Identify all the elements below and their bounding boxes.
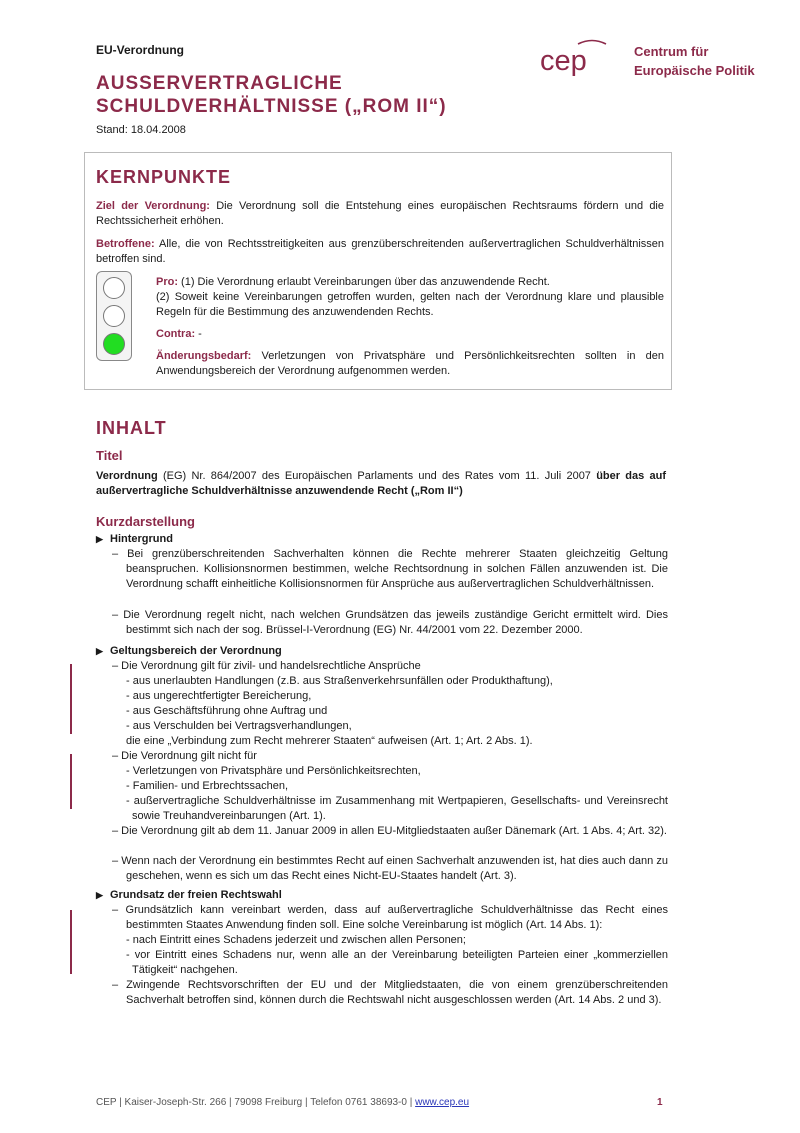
kernpunkte-title: KERNPUNKTE bbox=[96, 167, 232, 187]
traffic-light-icon bbox=[96, 271, 132, 361]
triangle-bullet-icon: ▶ bbox=[96, 534, 103, 544]
contra-label: Contra: bbox=[156, 328, 196, 340]
geltung-item-2: – Die Verordnung gilt nicht für bbox=[112, 750, 257, 762]
triangle-bullet-icon: ▶ bbox=[96, 890, 103, 900]
margin-change-bar bbox=[70, 664, 72, 734]
triangle-bullet-icon: ▶ bbox=[96, 646, 103, 656]
geltung-follow: die eine „Verbindung zum Recht mehrerer Staaten“ aufweisen (Art. 1; Art. 2 Abs. 1). bbox=[126, 735, 533, 747]
geltung-heading-text: Geltungsbereich der Verordnung bbox=[110, 645, 282, 657]
rechtswahl-heading bbox=[96, 889, 282, 901]
traffic-light-middle-lamp bbox=[103, 305, 125, 327]
footer bbox=[96, 1097, 469, 1108]
geltung-item-4: – Wenn nach der Verordnung ein bestimmtes Recht auf einen Sachverhalt anzuwenden ist, hat dies auch dann zu geschehen, wenn es sich um das Recht eines Nicht-EU-Staates handelt (Art. 3). bbox=[112, 855, 668, 882]
rechtswahl-item-1: – Grundsätzlich kann vereinbart werden, dass auf außervertragliche Schuldverhältnisse das Recht eines bestimmten Staates Anwendung finden soll. Eine solche Vereinbarung ist möglich (Art. 14 Abs. 1): bbox=[112, 904, 668, 931]
page-title bbox=[96, 72, 447, 118]
hintergrund-item-1: – Bei grenzüberschreitenden Sachverhalten können die Rechte mehrerer Staaten gleichzeitig Geltung beanspruchen. Kollisionsnormen bestimmen, welche Rechtsordnung in solchen Fällen anzuwenden ist. Die Verordnung schafft einheitliche Kollisionsnormen für Ansprüche aus außervertraglichen Schuldverhältnissen. bbox=[112, 548, 668, 590]
kurzdarstellung-heading: Kurzdarstellung bbox=[96, 514, 195, 529]
document-date: Stand: 18.04.2008 bbox=[96, 124, 186, 136]
titel-paragraph bbox=[96, 469, 666, 499]
hintergrund-item-2: – Die Verordnung regelt nicht, nach welchen Grundsätzen das jeweils zuständige Gericht ermittelt wird. Dies bestimmt sich nach der sog. Brüssel-I-Verordnung (EG) Nr. 44/2001 vom 22. Dezember 2000. bbox=[112, 609, 668, 636]
pro-text-2: (2) Soweit keine Vereinbarungen getroffen wurden, gelten nach der Verordnung klare und plausible Regeln für die Bestimmung des anzuwendenden Rechts. bbox=[156, 291, 664, 318]
geltung-exclusion-1: - Verletzungen von Privatsphäre und Persönlichkeitsrechten, bbox=[126, 765, 421, 777]
contra-text: - bbox=[195, 328, 202, 340]
geltung-item-3: – Die Verordnung gilt ab dem 11. Januar 2009 in allen EU-Mitgliedstaaten außer Dänemark (Art. 1 Abs. 4; Art. 32). bbox=[112, 825, 667, 837]
geltung-sub-4: - aus Verschulden bei Vertragsverhandlungen, bbox=[126, 720, 352, 732]
geltung-exclusion-3: - außervertragliche Schuldverhältnisse im Zusammenhang mit Wertpapieren, Gesellschafts- und Vereinsrecht sowie Treuhandvereinbarungen (Art. 1). bbox=[126, 795, 668, 822]
traffic-light-bottom-lamp bbox=[103, 333, 125, 355]
logo-mark-text: cep bbox=[540, 45, 587, 77]
geltung-sub-2: - aus ungerechtfertigter Bereicherung, bbox=[126, 690, 312, 702]
logo-text: Centrum für Europäische Politik bbox=[634, 44, 755, 78]
ziel-text: Die Verordnung soll die Entstehung eines europäischen Rechtsraums fördern und die Rechtssicherheit erhöhen. bbox=[96, 200, 664, 227]
ziel-paragraph bbox=[96, 199, 664, 229]
titel-heading: Titel bbox=[96, 448, 123, 463]
document-type: EU-Verordnung bbox=[96, 43, 185, 57]
cep-logo bbox=[538, 38, 768, 88]
betroffene-label: Betroffene: bbox=[96, 238, 155, 250]
rechtswahl-heading-text: Grundsatz der freien Rechtswahl bbox=[110, 889, 282, 901]
traffic-light-top-lamp bbox=[103, 277, 125, 299]
pro-label: Pro: bbox=[156, 276, 178, 288]
geltung-sub-3: - aus Geschäftsführung ohne Auftrag und bbox=[126, 705, 328, 717]
footer-website-link[interactable]: www.cep.eu bbox=[415, 1097, 470, 1108]
inhalt-title: INHALT bbox=[96, 418, 167, 438]
aenderung-text: Verletzungen von Privatsphäre und Persönlichkeitsrechten sollten in den Anwendungsbereich der Verordnung aufgenommen werden. bbox=[156, 350, 664, 377]
title-line-1: AUSSERVERTRAGLICHE bbox=[96, 73, 343, 94]
title-line-2: SCHULDVERHÄLTNISSE („ROM II“) bbox=[96, 96, 447, 117]
pro-text-1: (1) Die Verordnung erlaubt Vereinbarungen über das anzuwendende Recht. bbox=[178, 276, 550, 288]
geltung-item-1: – Die Verordnung gilt für zivil- und handelsrechtliche Ansprüche bbox=[112, 660, 421, 672]
ziel-label: Ziel der Verordnung: bbox=[96, 200, 210, 212]
contra-paragraph bbox=[156, 327, 664, 342]
geltung-heading bbox=[96, 645, 282, 657]
aenderung-label: Änderungsbedarf: bbox=[156, 350, 252, 362]
geltung-sub-1: - aus unerlaubten Handlungen (z.B. aus Straßenverkehrsunfällen oder Produkthaftung), bbox=[126, 675, 553, 687]
titel-bold-1: Verordnung bbox=[96, 470, 158, 482]
margin-change-bar bbox=[70, 754, 72, 809]
rechtswahl-sub-1: - nach Eintritt eines Schadens jederzeit und zwischen allen Personen; bbox=[126, 934, 466, 946]
rechtswahl-item-2: – Zwingende Rechtsvorschriften der EU und der Mitgliedstaaten, die von einem grenzüberschreitenden Sachverhalt betroffen sind, können durch die Rechtswahl nicht ausgeschlossen werden (Art. 14 Abs. 2 und 3). bbox=[112, 979, 668, 1006]
kernpunkte-box bbox=[84, 152, 672, 390]
hintergrund-heading bbox=[96, 533, 173, 545]
footer-address: CEP | Kaiser-Joseph-Str. 266 | 79098 Freiburg | Telefon 0761 38693-0 | bbox=[96, 1097, 416, 1108]
cep-logo-mark bbox=[538, 38, 630, 88]
betroffene-text: Alle, die von Rechtsstreitigkeiten aus grenzüberschreitenden außervertraglichen Schuldverhältnissen betroffen sind. bbox=[96, 238, 664, 265]
hintergrund-heading-text: Hintergrund bbox=[110, 533, 173, 545]
geltung-exclusion-2: - Familien- und Erbrechtssachen, bbox=[126, 780, 289, 792]
rechtswahl-sub-2: - vor Eintritt eines Schadens nur, wenn alle an der Vereinbarung beteiligten Parteien einer „kommerziellen Tätigkeit“ nachgehen. bbox=[126, 949, 668, 976]
titel-bold-2: über das auf außervertragliche Schuldverhältnisse anzuwendende Recht („Rom II“) bbox=[96, 470, 666, 497]
page-number: 1 bbox=[657, 1097, 663, 1108]
aenderung-paragraph bbox=[156, 349, 664, 379]
pro-paragraph bbox=[156, 275, 664, 320]
margin-change-bar bbox=[70, 910, 72, 974]
titel-normal: (EG) Nr. 864/2007 des Europäischen Parlaments und des Rates vom 11. Juli 2007 bbox=[157, 470, 597, 482]
betroffene-paragraph bbox=[96, 237, 664, 267]
